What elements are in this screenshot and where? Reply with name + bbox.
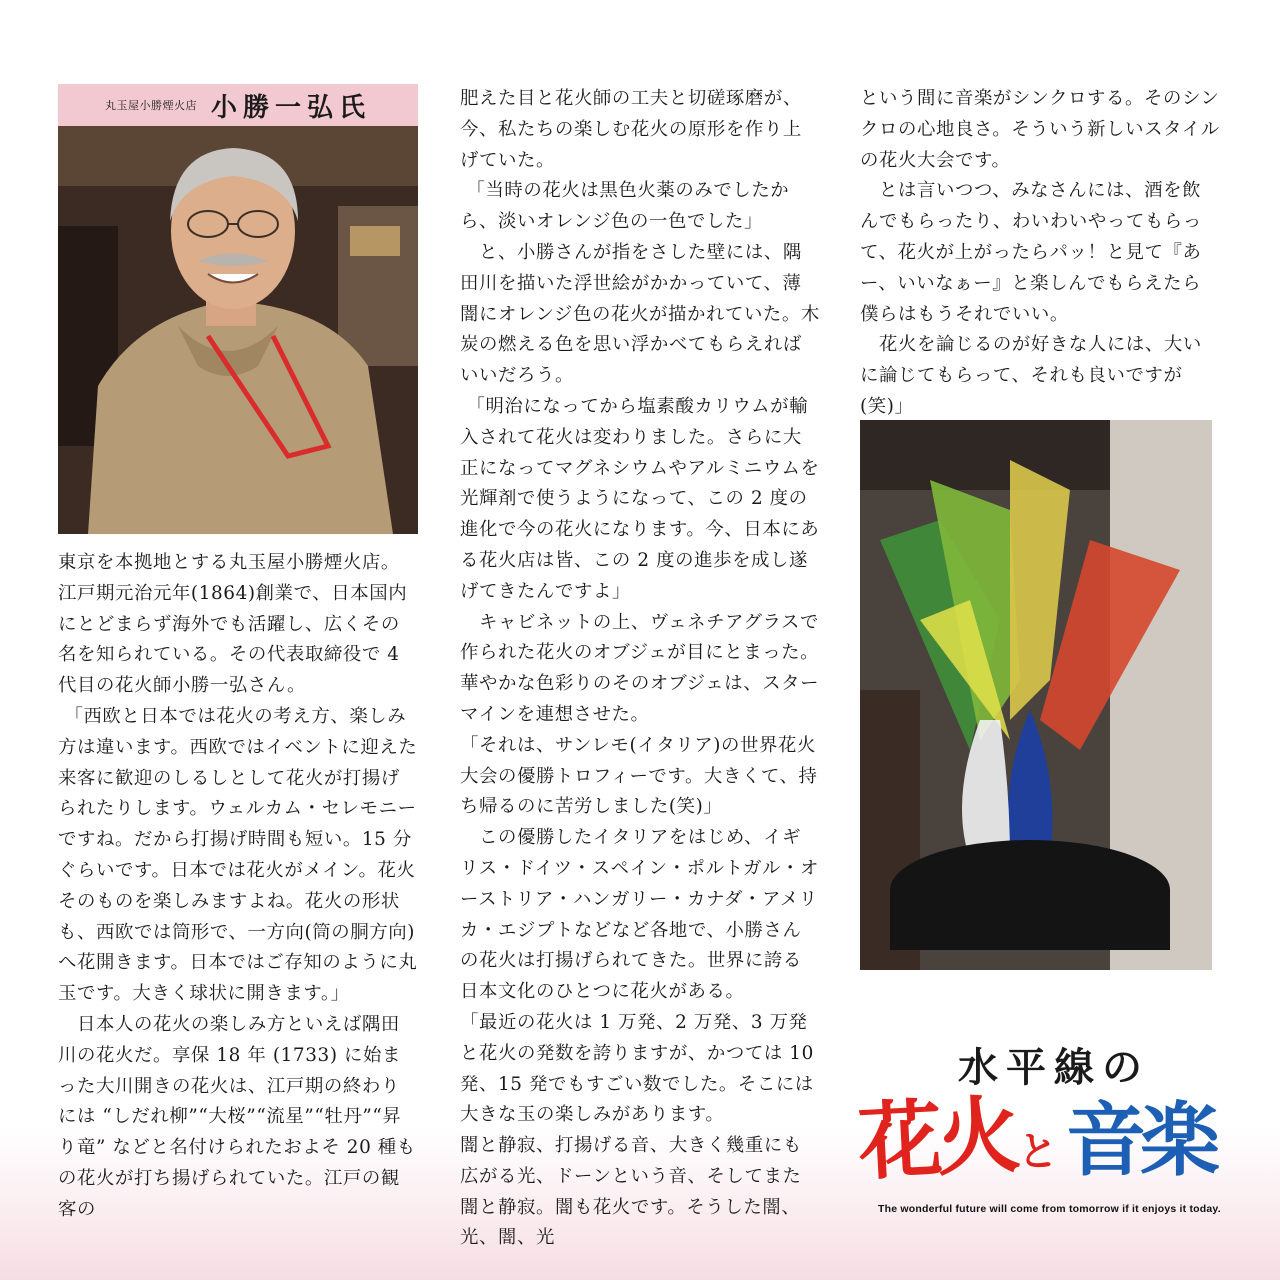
trophy-photo [860,420,1212,970]
logo-heading: 水平線の [958,1045,1150,1091]
company-name: 丸玉屋小勝煙火店 [104,99,197,112]
article-column-3 [860,84,1220,423]
logo-fireworks: 花火 [855,1085,1017,1193]
paragraph: 「当時の花火は黒色火薬のみでしたから、淡いオレンジ色の一色でした」 [460,180,790,233]
paragraph: 東京を本拠地とする丸玉屋小勝煙火店。江戸期元治元年(1864)創業で、日本国内にとどまらず海外でも活躍し、広くその名を知られている。その代表取締役で 4 代目の花火師小勝一弘さん。 [58,552,408,697]
article-column-1 [58,548,418,1226]
profile-header [58,84,418,126]
paragraph: と、小勝さんが指をさした壁には、隅田川を描いた浮世絵がかかっていて、薄闇にオレンジ色の花火が描かれていた。木炭の燃える色を思い浮かべてもらえればいいだろう。 [460,241,820,387]
paragraph: 花火を論じるのが好きな人には、大いに論じてもらって、それも良いですが(笑)」 [860,334,1202,417]
paragraph: 「それは、サンレモ(イタリア)の世界花火大会の優勝トロフィーです。大きくて、持ち帰るのに苦労しました(笑)」 [460,734,818,818]
paragraph: とは言いつつ、みなさんには、酒を飲んでもらったり、わいわいやってもらって、花火が上がったらパッ！と見て『あー、いいなぁー』と楽しんでもらえたら僕らはもうそれでいい。 [860,180,1202,325]
paragraph: この優勝したイタリアをはじめ、イギリス・ドイツ・スペイン・ポルトガル・オーストリア・ハンガリー・カナダ・アメリカ・エジプトなどなど各地で、小勝さんの花火は打揚げられてきた。世界に誇る日本文化のひとつに花火がある。 [460,827,819,1003]
article-column-2 [460,84,820,1254]
person-name: 小勝一弘氏 [210,92,371,123]
paragraph: 日本人の花火の楽しみ方といえば隅田川の花火だ。享保 18 年 (1733) に始まった大川開きの花火は、江戸期の終わりには “しだれ柳”“大桜”“流星”“牡丹”“昇り竜” などと名付けられたおよそ 20 種もの花火が打ち揚げられていた。江戸の観客の [58,1013,416,1220]
paragraph: 「最近の花火は 1 万発、2 万発、3 万発と花火の発数を誇りますが、かつては 10 発、15 発でもすごい数でした。そこには大きな玉の楽しみがあります。 [460,1011,821,1126]
paragraph: 闇と静寂、打揚げる音、大きく幾重にも広がる光、ドーンという音、そしてまた闇と静寂。闇も花火です。そうした闇、光、闇、光 [460,1135,802,1249]
paragraph: キャビネットの上、ヴェネチアグラスで作られた花火のオブジェが目にとまった。華やかな色彩りのそのオブジェは、スターマインを連想させた。 [460,611,820,725]
paragraph: 「明治になってから塩素酸カリウムが輸入されて花火は変わりました。さらに大正になってマグネシウムやアルミニウムを光輝剤で使うようになって、この 2 度の進化で今の花火になります。今、日本にある花火店は皆、この 2 度の進歩を成し遂げてきたんですよ」 [460,395,820,602]
logo-and: と [1018,1129,1058,1175]
tagline: The wonderful future will come from tomorrow if it enjoys it today. [878,1203,1221,1215]
logo-music: 音楽 [1066,1094,1214,1187]
portrait-photo [58,126,418,534]
paragraph: 「西欧と日本では花火の考え方、楽しみ方は違います。西欧ではイベントに迎えた来客に歓迎のしるしとして花火が打揚げられたりします。ウェルカム・セレモニーですね。だから打揚げ時間も短い。15 分ぐらいです。日本では花火がメイン。花火そのものを楽しみますよね。花火の形状も、西欧では筒形で、一方向(筒の胴方向)へ花開きます。日本ではご存知のように丸玉です。大きく球状に開きます。」 [58,705,418,1005]
paragraph: という間に音楽がシンクロする。そのシンクロの心地良さ。そういう新しいスタイルの花火大会です。 [860,88,1220,171]
event-logo [855,1036,1228,1226]
paragraph: 肥えた目と花火師の工夫と切磋琢磨が、今、私たちの楽しむ花火の原形を作り上げていた。 [460,88,802,171]
